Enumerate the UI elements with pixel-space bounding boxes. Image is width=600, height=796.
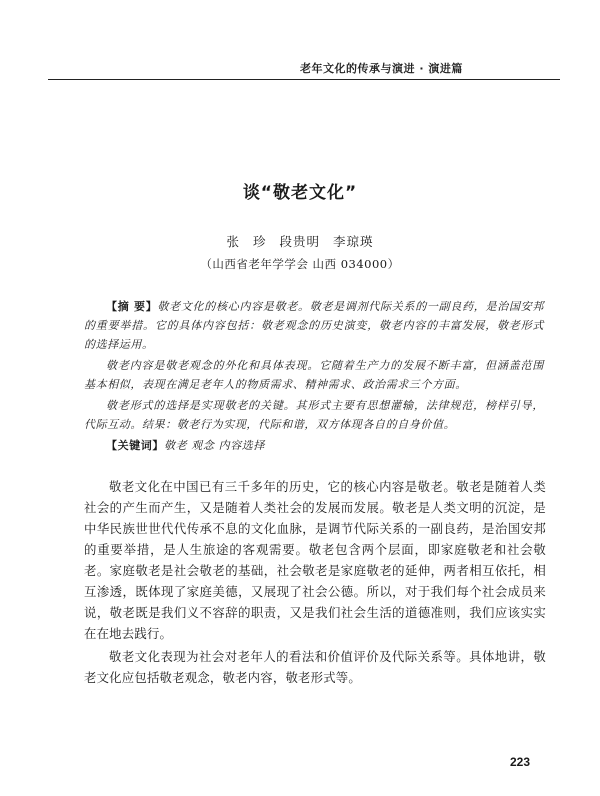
keywords xyxy=(84,436,544,455)
abstract-paragraph xyxy=(84,297,544,354)
abstract-paragraph: 敬老形式的选择是实现敬老的关键。其形式主要有思想灌输，法律规范，榜样引导，代际互动。结果：敬老行为实现，代际和谐，双方体现各自的自身价值。 xyxy=(84,399,544,431)
keywords-label: 【关键词】 xyxy=(106,439,164,452)
abstract-paragraph: 敬老内容是敬老观念的外化和具体表现。它随着生产力的发展不断丰富，但涵盖范围基本相似，表现在满足老年人的物质需求、精神需求、政治需求三个方面。 xyxy=(84,359,544,391)
abstract xyxy=(84,297,544,457)
keywords-text: 敬老 观念 内容选择 xyxy=(164,439,265,452)
article-authors: 张 珍 段贵明 李琼瑛 xyxy=(226,234,374,249)
article-affiliation: （山西省老年学学会 山西 034000） xyxy=(200,257,400,271)
abstract-text: 敬老文化的核心内容是敬老。敬老是调剂代际关系的一副良药，是治国安邦的重要举措。它的具体内容包括：敬老观念的历史演变，敬老内容的丰富发展，敬老形式的选择运用。 xyxy=(84,300,544,351)
page-number: 223 xyxy=(510,755,531,769)
header-rule xyxy=(48,79,560,80)
running-head: 老年文化的传承与演进 · 演进篇 xyxy=(300,62,463,75)
abstract-label: 【摘 要】 xyxy=(106,300,158,313)
body-paragraph: 敬老文化表现为社会对老年人的看法和价值评价及代际关系等。具体地讲，敬老文化应包括敬老观念，敬老内容，敬老形式等。 xyxy=(84,649,546,685)
article-title: 谈“敬老文化” xyxy=(242,183,358,203)
article-body xyxy=(84,476,546,690)
body-paragraph: 敬老文化在中国已有三千多年的历史，它的核心内容是敬老。敬老是随着人类社会的产生而产生，又是随着人类社会的发展而发展。敬老是人类文明的沉淀，是中华民族世世代代传承不息的文化血脉，是调节代际关系的一副良药，是治国安邦的重要举措，是人生旅途的客观需要。敬老包含两个层面，即家庭敬老和社会敬老。家庭敬老是社会敬老的基础，社会敬老是家庭敬老的延伸，两者相互依托，相互渗透，既体现了家庭美德，又展现了社会公德。所以，对于我们每个社会成员来说，敬老既是我们义不容辞的职责，又是我们社会生活的道德准则，我们应该实实在在地去践行。 xyxy=(84,479,546,641)
